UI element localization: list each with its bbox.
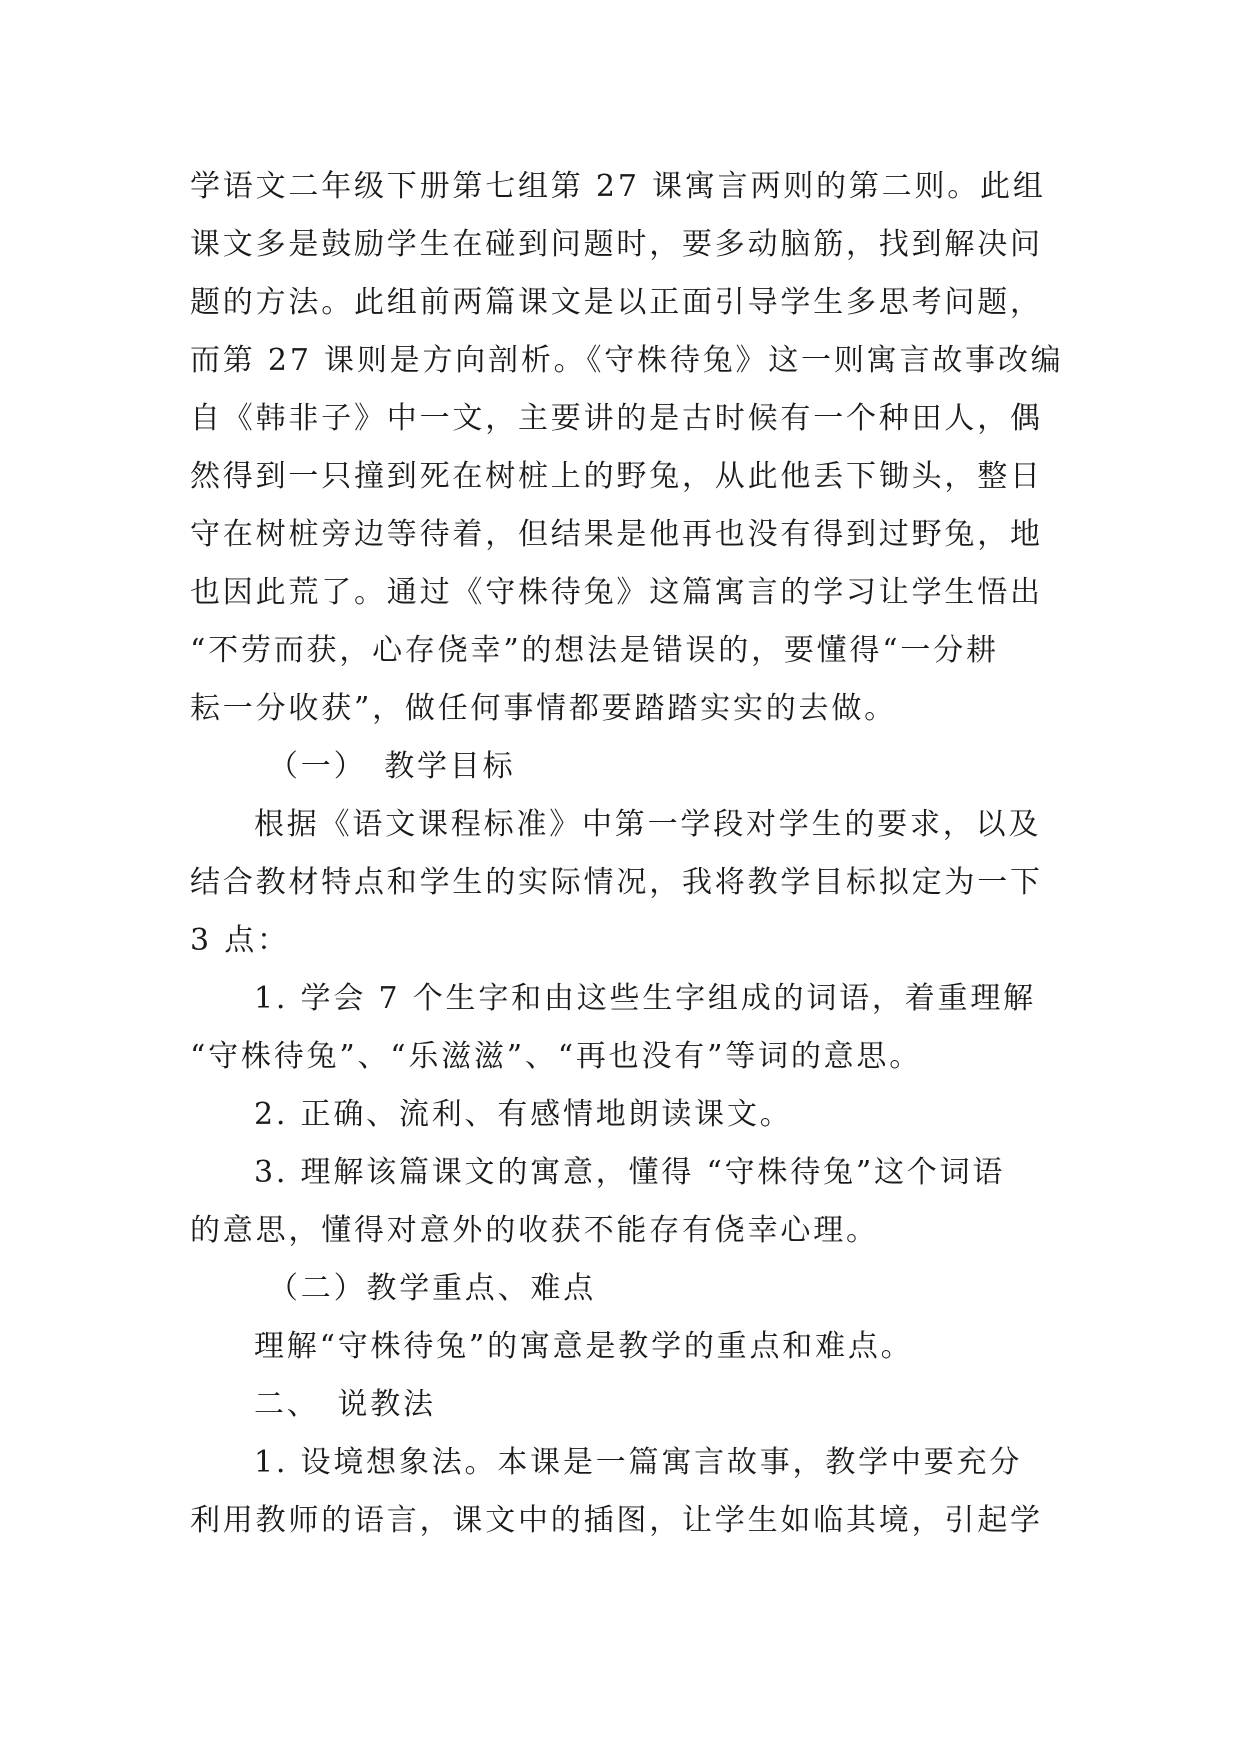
- paragraph-line: 结合教材特点和学生的实际情况，我将教学目标拟定为一下: [190, 865, 1043, 900]
- paragraph-line: 3 点：: [190, 923, 290, 958]
- paragraph-line: 而第 27 课则是方向剖析。《守株待兔》这一则寓言故事改编: [190, 343, 1064, 378]
- section-heading-teaching-goals: （一） 教学目标: [268, 749, 516, 784]
- paragraph-line: 题的方法。此组前两篇课文是以正面引导学生多思考问题，: [190, 285, 1043, 320]
- paragraph-line: 学语文二年级下册第七组第 27 课寓言两则的第二则。此组: [190, 169, 1046, 204]
- list-item: 1. 学会 7 个生字和由这些生字组成的词语，着重理解: [254, 981, 1036, 1016]
- section-heading-teaching-methods: 二、 说教法: [254, 1387, 436, 1422]
- list-item: 2. 正确、流利、有感情地朗读课文。: [254, 1097, 793, 1132]
- paragraph-line: 利用教师的语言，课文中的插图，让学生如临其境，引起学: [190, 1503, 1043, 1538]
- paragraph-line: 守在树桩旁边等待着，但结果是他再也没有得到过野兔，地: [190, 517, 1043, 552]
- paragraph-line: 理解“守株待兔”的寓意是教学的重点和难点。: [254, 1329, 914, 1364]
- paragraph-line: 耘一分收获”，做任何事情都要踏踏实实的去做。: [190, 691, 897, 726]
- document-body: [190, 158, 1070, 1550]
- paragraph-line: “不劳而获，心存侥幸”的想法是错误的，要懂得“一分耕: [190, 633, 999, 668]
- paragraph-line: 的意思，懂得对意外的收获不能存有侥幸心理。: [190, 1213, 879, 1248]
- paragraph-line: 根据《语文课程标准》中第一学段对学生的要求，以及: [254, 807, 1042, 842]
- list-item: 1. 设境想象法。本课是一篇寓言故事，教学中要充分: [254, 1445, 1023, 1480]
- paragraph-line: 然得到一只撞到死在树桩上的野兔，从此他丢下锄头，整日: [190, 459, 1043, 494]
- paragraph-line: 自《韩非子》中一文，主要讲的是古时候有一个种田人，偶: [190, 401, 1043, 436]
- paragraph-line: 也因此荒了。通过《守株待兔》这篇寓言的学习让学生悟出: [190, 575, 1043, 610]
- list-item: 3. 理解该篇课文的寓意，懂得 “守株待兔”这个词语: [254, 1155, 1006, 1190]
- section-heading-key-points: （二）教学重点、难点: [268, 1271, 596, 1306]
- paragraph-line: “守株待兔”、“乐滋滋”、“再也没有”等词的意思。: [190, 1039, 923, 1074]
- paragraph-line: 课文多是鼓励学生在碰到问题时，要多动脑筋，找到解决问: [190, 227, 1043, 262]
